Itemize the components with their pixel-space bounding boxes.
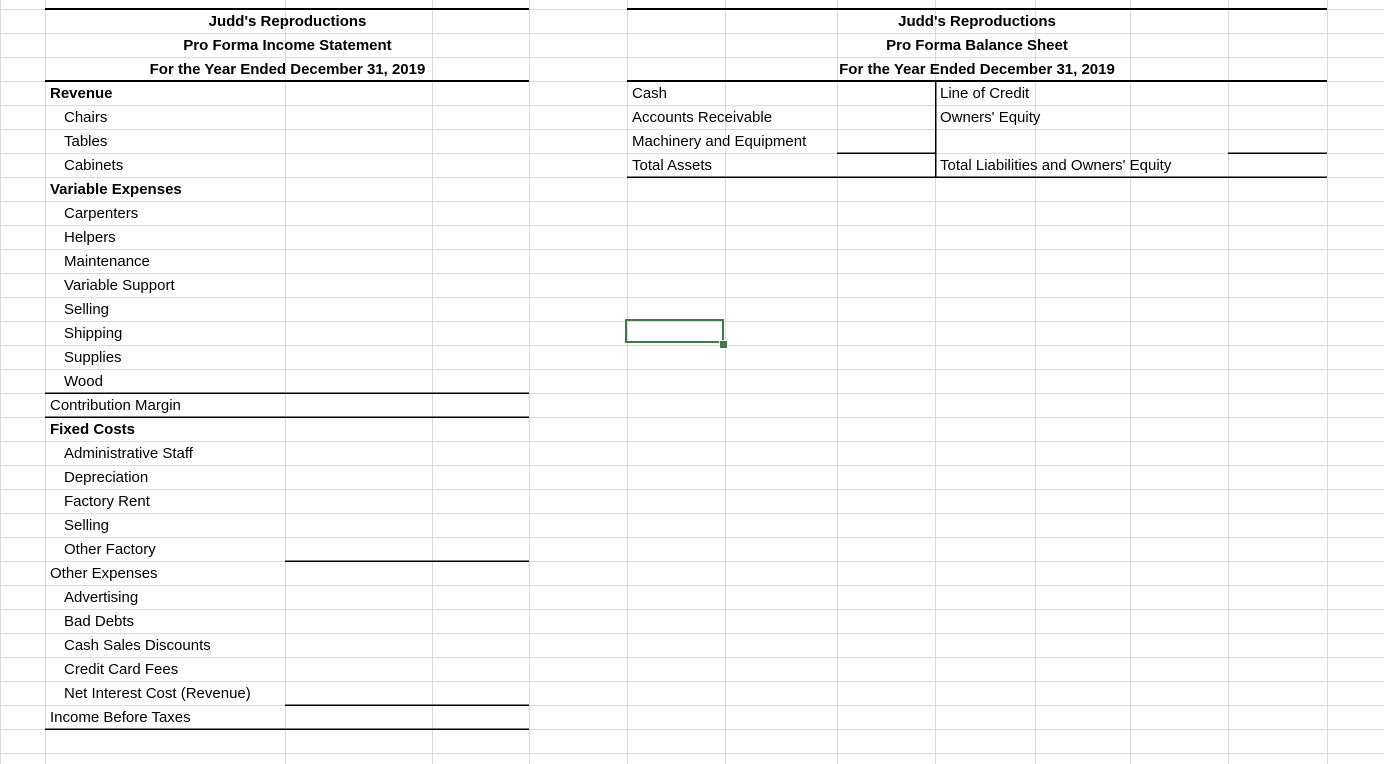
variable-expenses-heading[interactable]: Variable Expenses xyxy=(50,181,182,198)
income-statement-period[interactable]: For the Year Ended December 31, 2019 xyxy=(149,61,426,78)
asset-item[interactable]: Accounts Receivable xyxy=(632,109,773,126)
fixed-cost-item[interactable]: Selling xyxy=(64,517,110,534)
total-assets-label[interactable]: Total Assets xyxy=(632,157,713,174)
revenue-item[interactable]: Chairs xyxy=(64,109,108,126)
income-statement-subtitle[interactable]: Pro Forma Income Statement xyxy=(183,37,392,54)
fill-handle[interactable] xyxy=(719,340,728,349)
variable-expense-item[interactable]: Maintenance xyxy=(64,253,150,270)
asset-item[interactable]: Machinery and Equipment xyxy=(632,133,807,150)
other-expense-item[interactable]: Bad Debts xyxy=(64,613,135,630)
contribution-margin-label[interactable]: Contribution Margin xyxy=(50,397,181,414)
variable-expense-item[interactable]: Supplies xyxy=(64,349,122,366)
fixed-cost-item[interactable]: Factory Rent xyxy=(64,493,150,510)
other-expense-item[interactable]: Net Interest Cost (Revenue) xyxy=(64,685,251,702)
variable-expense-item[interactable]: Shipping xyxy=(64,325,123,342)
fixed-cost-item[interactable]: Depreciation xyxy=(64,469,149,486)
other-expense-item[interactable]: Credit Card Fees xyxy=(64,661,179,678)
variable-expense-item[interactable]: Selling xyxy=(64,301,110,318)
revenue-item[interactable]: Tables xyxy=(64,133,108,150)
income-statement-title[interactable]: Judd's Reproductions xyxy=(208,13,367,30)
revenue-item[interactable]: Cabinets xyxy=(64,157,124,174)
asset-item[interactable]: Cash xyxy=(632,85,668,102)
variable-expense-item[interactable]: Wood xyxy=(64,373,103,390)
balance-sheet-period[interactable]: For the Year Ended December 31, 2019 xyxy=(839,61,1115,78)
variable-expense-item[interactable]: Variable Support xyxy=(64,277,175,294)
other-expenses-heading[interactable]: Other Expenses xyxy=(50,565,158,582)
variable-expense-item[interactable]: Helpers xyxy=(64,229,116,246)
revenue-heading[interactable]: Revenue xyxy=(50,85,113,102)
other-expense-item[interactable]: Advertising xyxy=(64,589,139,606)
total-liabilities-label[interactable]: Total Liabilities and Owners' Equity xyxy=(940,157,1172,174)
active-cell-selection[interactable] xyxy=(625,319,724,343)
other-expense-item[interactable]: Cash Sales Discounts xyxy=(64,637,211,654)
balance-sheet-subtitle[interactable]: Pro Forma Balance Sheet xyxy=(886,37,1068,54)
fixed-cost-item[interactable]: Other Factory xyxy=(64,541,156,558)
fixed-costs-heading[interactable]: Fixed Costs xyxy=(50,421,136,438)
balance-sheet-title[interactable]: Judd's Reproductions xyxy=(898,13,1056,30)
income-before-taxes-label[interactable]: Income Before Taxes xyxy=(50,709,191,726)
fixed-cost-item[interactable]: Administrative Staff xyxy=(64,445,193,462)
variable-expense-item[interactable]: Carpenters xyxy=(64,205,139,222)
liability-item[interactable]: Owners' Equity xyxy=(940,109,1041,126)
liability-item[interactable]: Line of Credit xyxy=(940,85,1030,102)
